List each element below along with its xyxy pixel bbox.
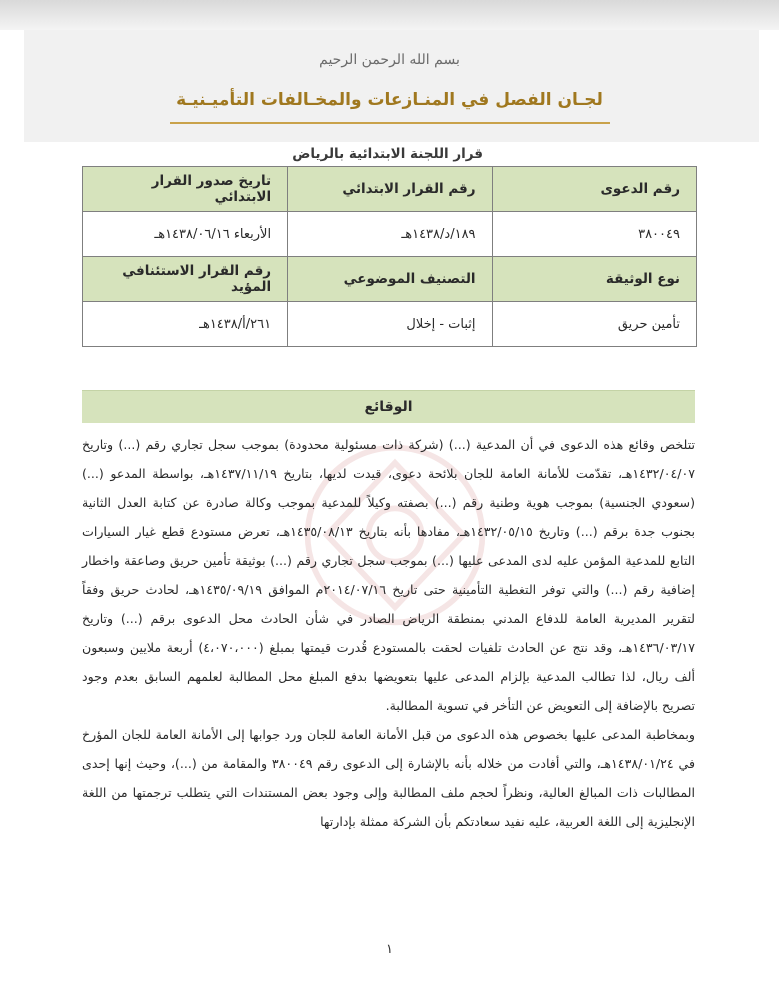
case-info-table	[82, 166, 697, 347]
header-band	[24, 30, 759, 142]
header-initial-decision-date: تاريخ صدور القرار الابتدائي	[83, 167, 288, 212]
header-subject-classification: التصنيف الموضوعي	[288, 257, 492, 302]
initial-decision-number: ١٨٩/د/١٤٣٨هـ	[288, 212, 492, 257]
header-document-type: نوع الوثيقة	[492, 257, 696, 302]
committee-title: لجـان الفصل في المنـازعات والمخـالفات التأميـنيـة	[176, 90, 603, 110]
header-appeal-decision-number: رقم القرار الاستئنافي المؤيد	[83, 257, 288, 302]
facts-paragraph-2: وبمخاطبة المدعى عليها بخصوص هذه الدعوى من قبل الأمانة العامة للجان ورد جوابها إلى الأمانة العامة للجان المؤرخ في ١٤٣٨/٠١/٢٤هـ، والتي أفادت من خلاله بأنه بالإشارة إلى الدعوى رقم ٣٨٠٠٤٩ والمقامة من (...)، وحيث إنها إحدى المطالبات ذات المبالغ العالية، ونظراً لحجم ملف المطالبة وإلى وجود بعض المستندات التي يتطلب ترجمتها من اللغة الإنجليزية إلى اللغة العربية، عليه نفيد سعادتكم بأن الشركة ممثلة بإدارتها	[82, 727, 695, 829]
table-header-row	[83, 257, 697, 302]
document-type: تأمين حريق	[492, 302, 696, 347]
decision-subtitle: قرار اللجنة الابتدائية بالرياض	[292, 146, 483, 162]
table-row	[83, 302, 697, 347]
appeal-decision-number: ٢٦١/أ/١٤٣٨هـ	[83, 302, 288, 347]
header-case-number: رقم الدعوى	[492, 167, 696, 212]
title-underline	[170, 122, 610, 124]
initial-decision-date: الأربعاء ١٤٣٨/٠٦/١٦هـ	[83, 212, 288, 257]
case-number: ٣٨٠٠٤٩	[492, 212, 696, 257]
table-header-row	[83, 167, 697, 212]
facts-heading: الوقائع	[82, 390, 695, 423]
page-number: ١	[386, 942, 393, 957]
facts-body	[82, 430, 695, 836]
facts-paragraph-1: تتلخص وقائع هذه الدعوى في أن المدعية (...) (شركة ذات مسئولية محدودة) بموجب سجل تجاري رقم (...) وتاريخ ١٤٣٢/٠٤/٠٧هـ، تقدّمت للأمانة العامة للجان بلائحة دعوى، قيدت لديها، بتاريخ ١٤٣٧/١١/١٩هـ، بواسطة المدعو (...) (سعودي الجنسية) بموجب هوية وطنية رقم (...) بصفته وكيلاً للمدعية بموجب وكالة صادرة عن كتابة العدل الثانية بجنوب جدة برقم (...) وتاريخ ١٤٣٢/٠٥/١٥هـ، مفادها بأنه بتاريخ ١٤٣٥/٠٨/١٣هـ، تعرض مستودع قطع غيار السيارات التابع للمدعية المؤمن عليه لدى المدعى عليها (...) بموجب سجل تجاري رقم (...) بوثيقة تأمين حريق وصاعقة واخطار إضافية رقم (...) والتي توفر التغطية التأمينية حتى تاريخ ٢٠١٤/٠٧/١٦م الموافق ١٤٣٥/٠٩/١٩هـ، لحادث حريق وفقاً لتقرير المديرية العامة للدفاع المدني بمنطقة الرياض الصادر في شأن الحادث محل الدعوى برقم (...) وتاريخ ١٤٣٦/٠٣/١٧هـ، وقد نتج عن الحادث تلفيات لحقت بالمستودع قُدرت قيمتها بمبلغ (٤،٠٧٠،٠٠٠) أربعة ملايين وسبعون ألف ريال، لذا تطالب المدعية بإلزام المدعى عليها بتعويضها بدفع المبلغ محل المطالبة لعلمهم السابق بعدم وجود تصريح بالإضافة إلى التعويض عن التأخر في تسوية المطالبة.	[82, 437, 695, 713]
header-initial-decision-number: رقم القرار الابتدائي	[288, 167, 492, 212]
table-row	[83, 212, 697, 257]
basmala: بسم الله الرحمن الرحيم	[319, 52, 460, 68]
subject-classification: إثبات - إخلال	[288, 302, 492, 347]
top-shade	[0, 0, 779, 30]
